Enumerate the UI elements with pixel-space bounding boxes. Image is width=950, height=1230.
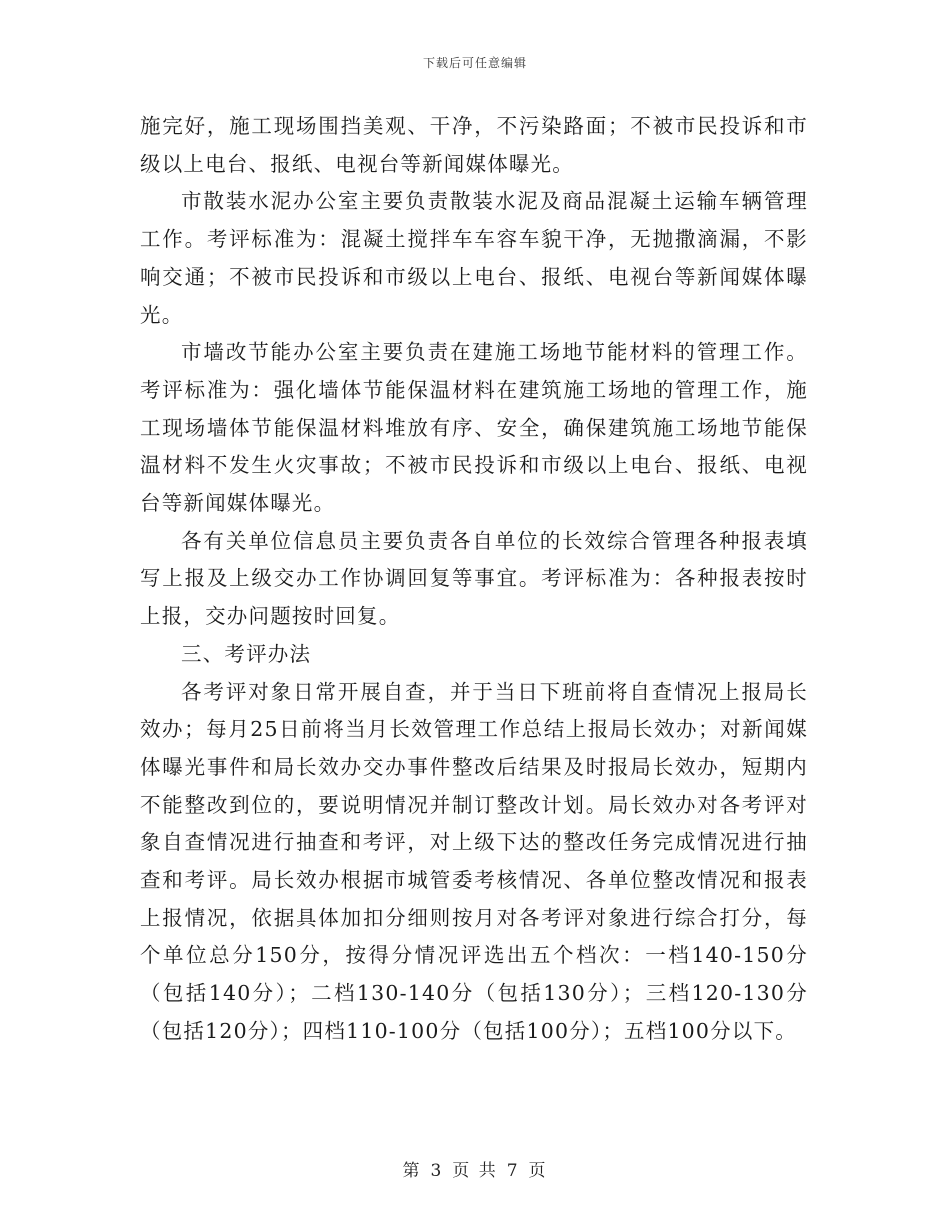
header-note: 下载后可任意编辑 [422, 56, 527, 70]
current-page-number: 3 [430, 1161, 444, 1181]
footer-middle: 页 共 [452, 1161, 498, 1181]
paragraph-5: 各考评对象日常开展自查，并于当日下班前将自查情况上报局长效办；每月25日前将当月长效管理工作总结上报局长效办；对新闻媒体曝光事件和局长效办交办事件整改后结果及时报局长效办，短期内不能整改到位的，要说明情况并制订整改计划。局长效办对各考评对象自查情况进行抽查和考评，对上级下达的整改任务完成情况进行抽查和考评。局长效办根据市城管委考核情况、各单位整改情况和报表上报情况，依据具体加扣分细则按月对各考评对象进行综合打分，每个单位总分150分，按得分情况评选出五个档次：一档140-150分（包括140分）；二档130-140分（包括130分）；三档120-130分（包括120分）；四档110-100分（包括100分）；五档100分以下。 [140, 679, 808, 1043]
page-footer [0, 1156, 950, 1181]
paragraph-3: 市墙改节能办公室主要负责在建施工场地节能材料的管理工作。考评标准为：强化墙体节能保温材料在建筑施工场地的管理工作，施工现场墙体节能保温材料堆放有序、安全，确保建筑施工场地节能保温材料不发生火灾事故；不被市民投诉和市级以上电台、报纸、电视台等新闻媒体曝光。 [140, 340, 808, 516]
footer-suffix: 页 [528, 1161, 548, 1181]
paragraph-1: 施完好，施工现场围挡美观、干净，不污染路面；不被市民投诉和市级以上电台、报纸、电视台等新闻媒体曝光。 [140, 114, 808, 176]
document-body [140, 108, 808, 1051]
paragraph-4: 各有关单位信息员主要负责各自单位的长效综合管理各种报表填写上报及上级交办工作协调回复等事宜。考评标准为：各种报表按时上报，交办问题按时回复。 [140, 528, 808, 629]
footer-prefix: 第 [402, 1161, 422, 1181]
section-heading: 三、考评办法 [181, 641, 312, 666]
paragraph-2: 市散装水泥办公室主要负责散装水泥及商品混凝土运输车辆管理工作。考评标准为：混凝土搅拌车车容车貌干净，无抛撒滴漏，不影响交通；不被市民投诉和市级以上电台、报纸、电视台等新闻媒体曝光。 [140, 189, 808, 327]
total-pages-number: 7 [506, 1161, 520, 1181]
